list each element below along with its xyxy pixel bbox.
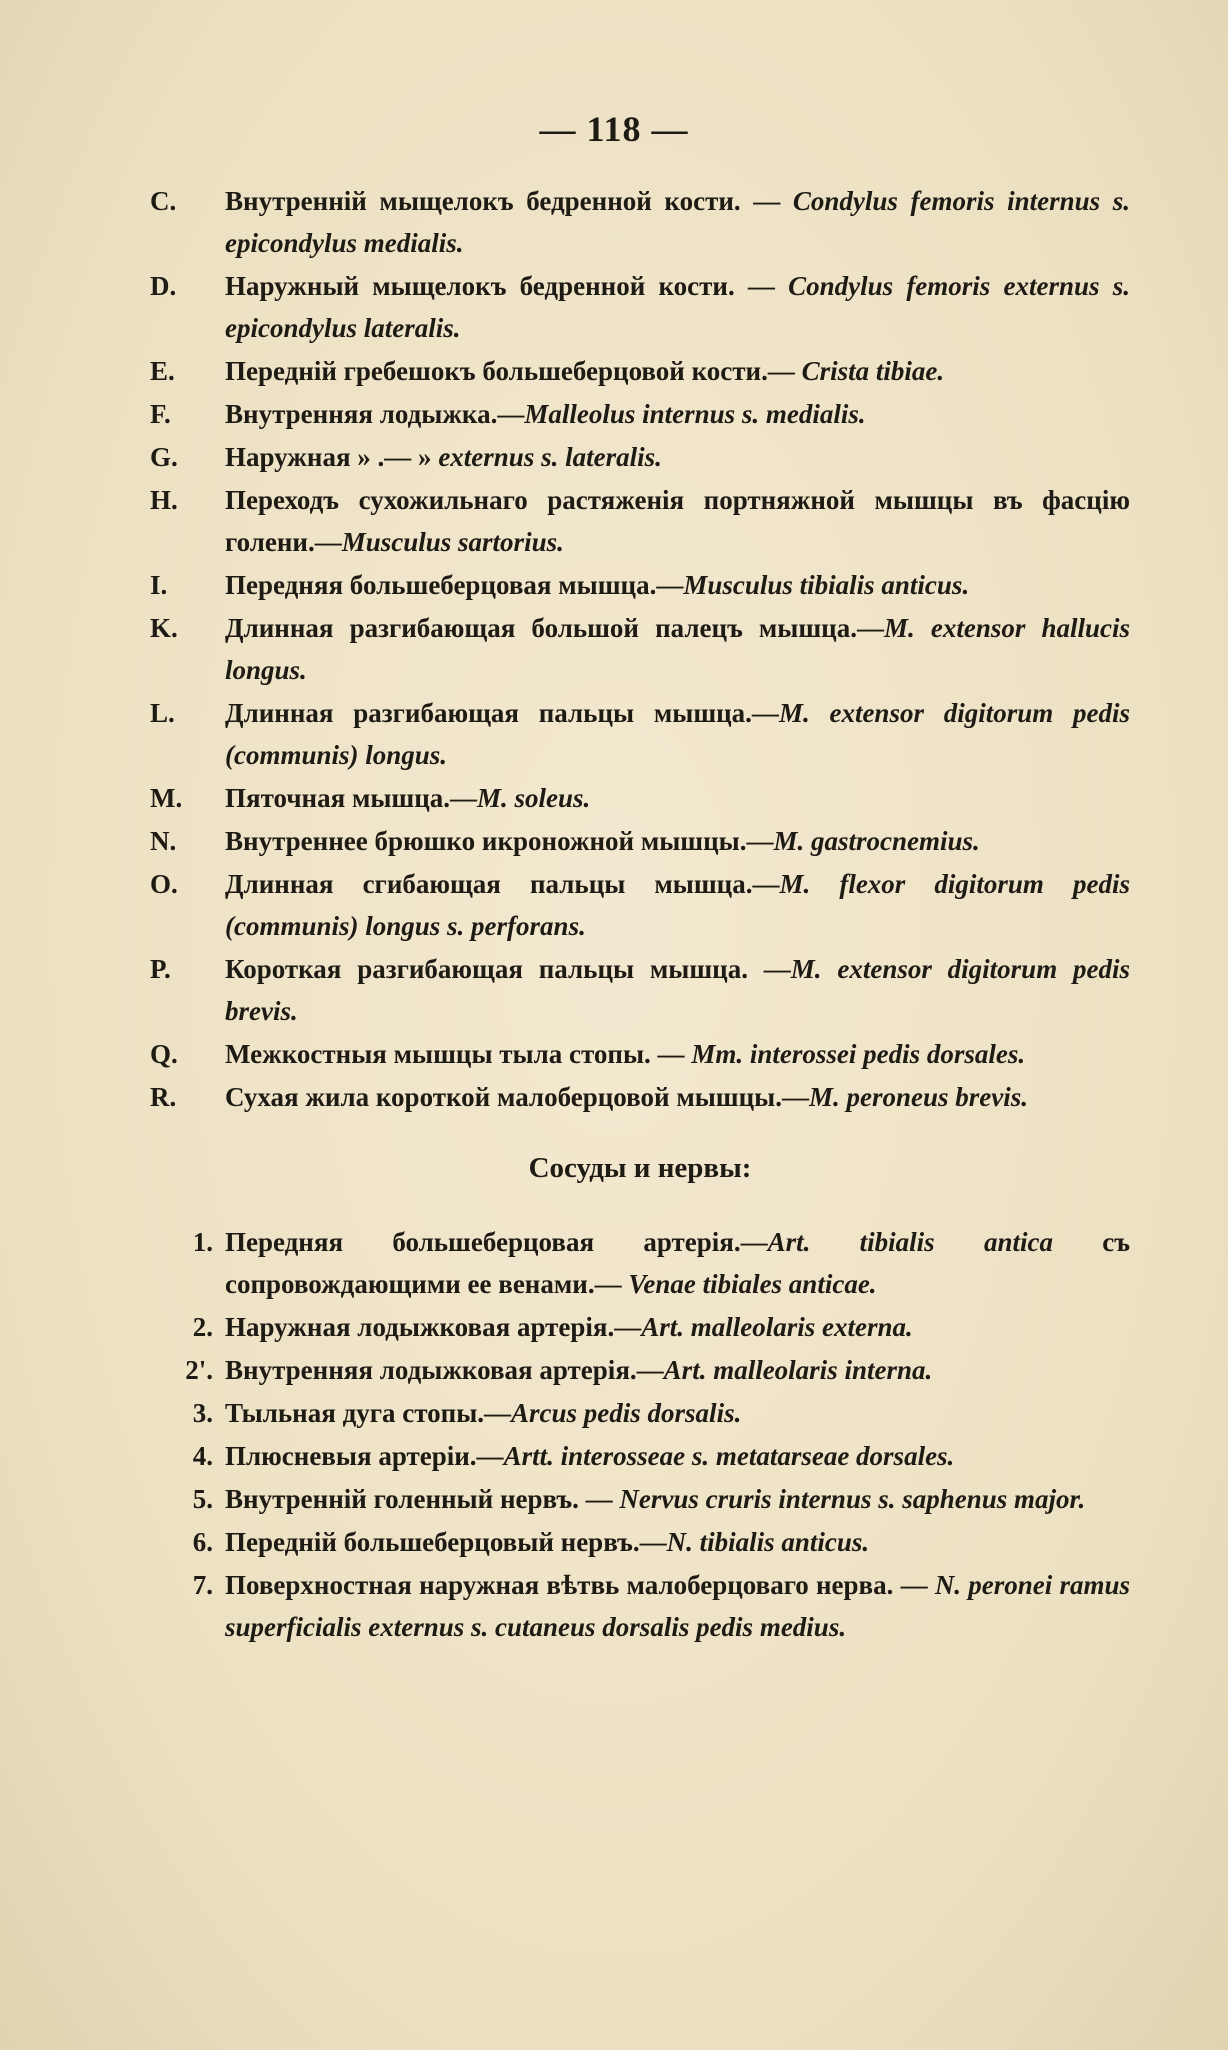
entry-label: 2'. [185, 1355, 213, 1385]
lettered-entry [150, 820, 1130, 862]
entry-label: 2. [192, 1312, 213, 1342]
entry-text [225, 1033, 1130, 1075]
lettered-entry [150, 180, 1130, 264]
russian-term: Передній гребешокъ большеберцовой кости.— [225, 356, 802, 386]
entry-text [225, 607, 1130, 691]
numbered-entry [150, 1521, 1130, 1563]
entry-text [225, 820, 1130, 862]
numbered-entry [150, 1221, 1130, 1305]
lettered-entry [150, 948, 1130, 1032]
entry-label: 1. [192, 1227, 213, 1257]
entry-label: E. [150, 356, 175, 386]
entry-list [150, 180, 1130, 1649]
russian-term: Наружный мыщелокъ бедренной кости. — [225, 271, 789, 301]
entry-text [225, 1306, 1130, 1348]
russian-term: съ сопровождающими ее венами.— [225, 1227, 1130, 1299]
russian-term: Короткая разгибающая пальцы мышца. — [225, 954, 791, 984]
entry-text [225, 564, 1130, 606]
russian-term: Передняя большеберцовая артерія.— [225, 1227, 768, 1257]
russian-term: Пяточная мышца.— [225, 783, 478, 813]
russian-term: Межкостныя мышцы тыла стопы. — [225, 1039, 692, 1069]
latin-term: Condylus femoris internus s. epicondylus medialis. [225, 186, 1130, 258]
latin-term: Musculus tibialis anticus. [683, 570, 970, 600]
russian-term: Длинная сгибающая пальцы мышца.— [225, 869, 780, 899]
latin-term: Malleolus internus s. medialis. [524, 399, 866, 429]
entry-label: M. [150, 783, 183, 813]
entry-text [225, 1435, 1130, 1477]
lettered-entry [150, 436, 1130, 478]
entry-label: H. [150, 485, 178, 515]
entry-text [225, 1221, 1130, 1305]
latin-term: M. flexor digitorum pedis (communis) longus s. perforans. [225, 869, 1130, 941]
entry-label: I. [150, 570, 168, 600]
entry-label: F. [150, 399, 171, 429]
russian-term: Поверхностная наружная вѣтвь малоберцоваго нерва. — [225, 1570, 935, 1600]
latin-term: M. extensor hallucis longus. [225, 613, 1130, 685]
entry-text [225, 1349, 1130, 1391]
entry-label: 3. [192, 1398, 213, 1428]
russian-term: Внутреннее брюшко икроножной мышцы.— [225, 826, 774, 856]
entry-text [225, 1521, 1130, 1563]
lettered-entry [150, 1033, 1130, 1075]
russian-term: Наружная » .— » [225, 442, 439, 472]
russian-term: Внутренній голенный нервъ. — [225, 1484, 620, 1514]
latin-term: Arcus pedis dorsalis. [511, 1398, 742, 1428]
entry-label: D. [150, 271, 177, 301]
russian-term: Внутренняя лодыжковая артерія.— [225, 1355, 664, 1385]
russian-term: Наружная лодыжковая артерія.— [225, 1312, 642, 1342]
lettered-entry [150, 607, 1130, 691]
numbered-entry [150, 1392, 1130, 1434]
latin-term: Art. tibialis antica [767, 1227, 1053, 1257]
russian-term: Тыльная дуга стопы.— [225, 1398, 512, 1428]
entry-text [225, 1564, 1130, 1648]
lettered-entry [150, 393, 1130, 435]
lettered-entry [150, 1076, 1130, 1118]
entry-text [225, 948, 1130, 1032]
lettered-entry [150, 265, 1130, 349]
russian-term: Передняя большеберцовая мышца.— [225, 570, 684, 600]
entry-label: Q. [150, 1039, 178, 1069]
latin-term: M. gastrocnemius. [773, 826, 980, 856]
entry-text [225, 350, 1130, 392]
entry-label: L. [150, 698, 175, 728]
lettered-entry [150, 350, 1130, 392]
latin-term: M. soleus. [477, 783, 591, 813]
russian-term: Переходъ сухожильнаго растяженія портняжной мышцы въ фасцію голени.— [225, 485, 1130, 557]
entry-text [225, 436, 1130, 478]
latin-term: externus s. lateralis. [438, 442, 662, 472]
entry-text [225, 1076, 1130, 1118]
latin-term: Venae tibiales anticae. [628, 1269, 877, 1299]
lettered-entry [150, 479, 1130, 563]
lettered-entry [150, 692, 1130, 776]
entry-text [225, 863, 1130, 947]
latin-term: N. peronei ramus superficialis externus s. cutaneus dorsalis pedis medius. [225, 1570, 1130, 1642]
lettered-entry [150, 863, 1130, 947]
entry-text [225, 692, 1130, 776]
latin-term: Art. malleolaris externa. [641, 1312, 913, 1342]
russian-term: Сухая жила короткой малоберцовой мышцы.— [225, 1082, 809, 1112]
latin-term: Mm. interossei pedis dorsales. [691, 1039, 1026, 1069]
lettered-entry [150, 777, 1130, 819]
russian-term: Передній большеберцовый нервъ.— [225, 1527, 667, 1557]
entry-label: N. [150, 826, 177, 856]
latin-term: Musculus sartorius. [341, 527, 564, 557]
latin-term: Nervus cruris internus s. saphenus major. [619, 1484, 1086, 1514]
entry-label: 4. [192, 1441, 213, 1471]
entry-label: R. [150, 1082, 177, 1112]
entry-text [225, 1392, 1130, 1434]
numbered-entry [150, 1306, 1130, 1348]
latin-term: M. peroneus brevis. [808, 1082, 1028, 1112]
section-heading: Сосуды и нервы: [528, 1152, 752, 1184]
entry-text [225, 479, 1130, 563]
entry-label: 5. [192, 1484, 213, 1514]
numbered-entry [150, 1478, 1130, 1520]
numbered-entry [150, 1435, 1130, 1477]
russian-term: Внутренняя лодыжка.— [225, 399, 525, 429]
latin-term: Crista tibiae. [801, 356, 945, 386]
lettered-entries [150, 180, 1130, 1118]
latin-term: Artt. interosseae s. metatarseae dorsales. [503, 1441, 955, 1471]
latin-term: N. tibialis anticus. [666, 1527, 870, 1557]
entry-label: G. [150, 442, 178, 472]
page-number: — 118 — [539, 109, 689, 149]
latin-term: M. extensor digitorum pedis brevis. [225, 954, 1131, 1026]
entry-label: O. [150, 869, 178, 899]
latin-term: Condylus femoris externus s. epicondylus lateralis. [225, 271, 1130, 343]
russian-term: Длинная разгибающая пальцы мышца.— [225, 698, 779, 728]
latin-term: M. extensor digitorum pedis (communis) longus. [225, 698, 1130, 770]
latin-term: Art. malleolaris interna. [663, 1355, 933, 1385]
numbered-entry [150, 1564, 1130, 1648]
numbered-entries [150, 1221, 1130, 1648]
entry-text [225, 180, 1130, 264]
entry-label: C. [150, 186, 177, 216]
numbered-entry [150, 1349, 1130, 1391]
entry-text [225, 393, 1130, 435]
entry-text [225, 265, 1130, 349]
entry-label: 6. [192, 1527, 213, 1557]
lettered-entry [150, 564, 1130, 606]
russian-term: Внутренній мыщелокъ бедренной кости. — [225, 186, 793, 216]
entry-text [225, 777, 1130, 819]
entry-label: 7. [192, 1570, 213, 1600]
entry-text [225, 1478, 1130, 1520]
russian-term: Длинная разгибающая большой палецъ мышца.— [225, 613, 884, 643]
entry-label: K. [150, 613, 178, 643]
russian-term: Плюсневыя артеріи.— [225, 1441, 504, 1471]
entry-label: P. [150, 954, 171, 984]
